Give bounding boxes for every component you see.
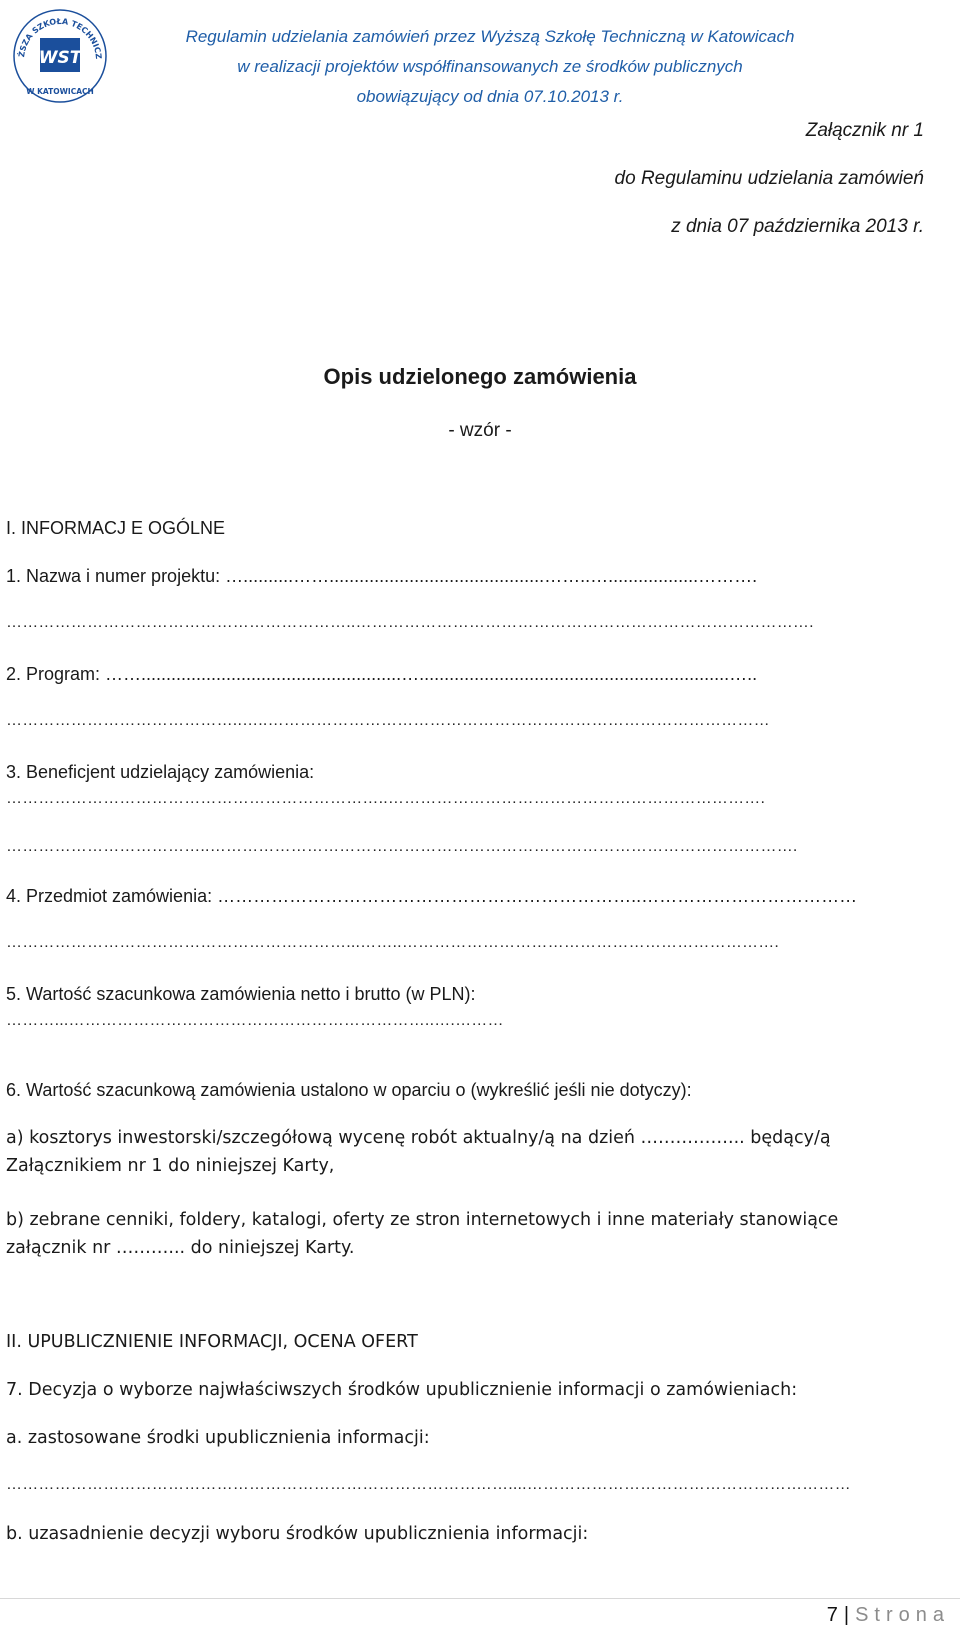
item-value-basis-a-line1: a) kosztorys inwestorski/szczegółową wycenę robót aktualny/ą na dzień ……………... będący/ą <box>6 1128 831 1148</box>
fill-line: ………...…………………………………………………………..….……… <box>6 1012 504 1029</box>
item-publication-decision: 7. Decyzja o wyborze najwłaściwszych środków upublicznienie informacji o zamówieniach: <box>6 1380 798 1400</box>
attachment-date: z dnia 07 października 2013 r. <box>671 216 924 237</box>
header-line-2: w realizacji projektów współfinansowanych ze środków publicznych <box>237 57 743 76</box>
item-value-basis-b-line1: b) zebrane cenniki, foldery, katalogi, oferty ze stron internetowych i inne materiały stanowiące <box>6 1210 839 1230</box>
svg-text:W KATOWICACH: W KATOWICACH <box>26 87 94 96</box>
item-value-basis-a-line2: Załącznikiem nr 1 do niniejszej Karty, <box>6 1156 335 1176</box>
item-program: 2. Program: ……....................................................…..............................................................….. <box>6 664 758 684</box>
footer-divider <box>0 1598 960 1599</box>
document-title: Opis udzielonego zamówienia <box>323 364 637 389</box>
item-value-basis-b-line2: załącznik nr ………... do niniejszej Karty. <box>6 1238 355 1258</box>
page-word: Strona <box>855 1604 950 1626</box>
attachment-regulation: do Regulaminu udzielania zamówień <box>614 168 924 189</box>
page-number: 7 <box>826 1604 838 1626</box>
item-beneficiary: 3. Beneficjent udzielający zamówienia: <box>6 762 315 782</box>
fill-line: ……………………………………………………………..……………………………………………………………. <box>6 790 766 807</box>
fill-line: …………………………………………………………………………………....…………………………………………………… <box>6 1476 851 1493</box>
section-2-heading: II. UPUBLICZNIENIE INFORMACJI, OCENA OFERT <box>6 1332 418 1352</box>
fill-line: ………………………………………………………...……..……………………………………………………………. <box>6 934 780 951</box>
svg-text:WST: WST <box>38 48 82 68</box>
document-subtitle: - wzór - <box>448 420 512 441</box>
svg-text:WYŻSZA SZKOŁA TECHNICZNA: ŻSZA SZKOŁA TECHNICZ <box>17 16 104 60</box>
page-footer <box>827 1604 950 1627</box>
item-value-basis: 6. Wartość szacunkową zamówienia ustalono w oparciu o (wykreślić jeśli nie dotyczy): <box>6 1080 692 1100</box>
header-line-1: Regulamin udzielania zamówień przez Wyższą Szkołę Techniczną w Katowicach <box>185 27 795 46</box>
attachment-number: Załącznik nr 1 <box>805 120 924 141</box>
section-1-heading: I. INFORMACJ E OGÓLNE <box>6 518 226 538</box>
header-line-3: obowiązujący od dnia 07.10.2013 r. <box>356 87 624 106</box>
item-publication-means: a. zastosowane środki upublicznienia informacji: <box>6 1428 430 1448</box>
fill-line: ……………………………………..…..………………………………………………………………………………… <box>6 712 770 729</box>
item-publication-justification: b. uzasadnienie decyzji wyboru środków upublicznienia informacji: <box>6 1524 589 1544</box>
university-logo <box>12 8 108 104</box>
fill-line: ………………………………..………………………………………………………………………………………………. <box>6 838 798 855</box>
item-project-name: 1. Nazwa i numer projektu: …..........……...........................................……..…..................………. <box>6 566 758 586</box>
fill-line: ………………………………………………………..…………………………………………………………………………. <box>6 614 814 631</box>
item-estimated-value: 5. Wartość szacunkowa zamówienia netto i brutto (w PLN): <box>6 984 476 1004</box>
page-separator: | <box>843 1604 850 1626</box>
item-subject: 4. Przedmiot zamówienia: ……………………………………………………………..……………………………… <box>6 886 858 906</box>
